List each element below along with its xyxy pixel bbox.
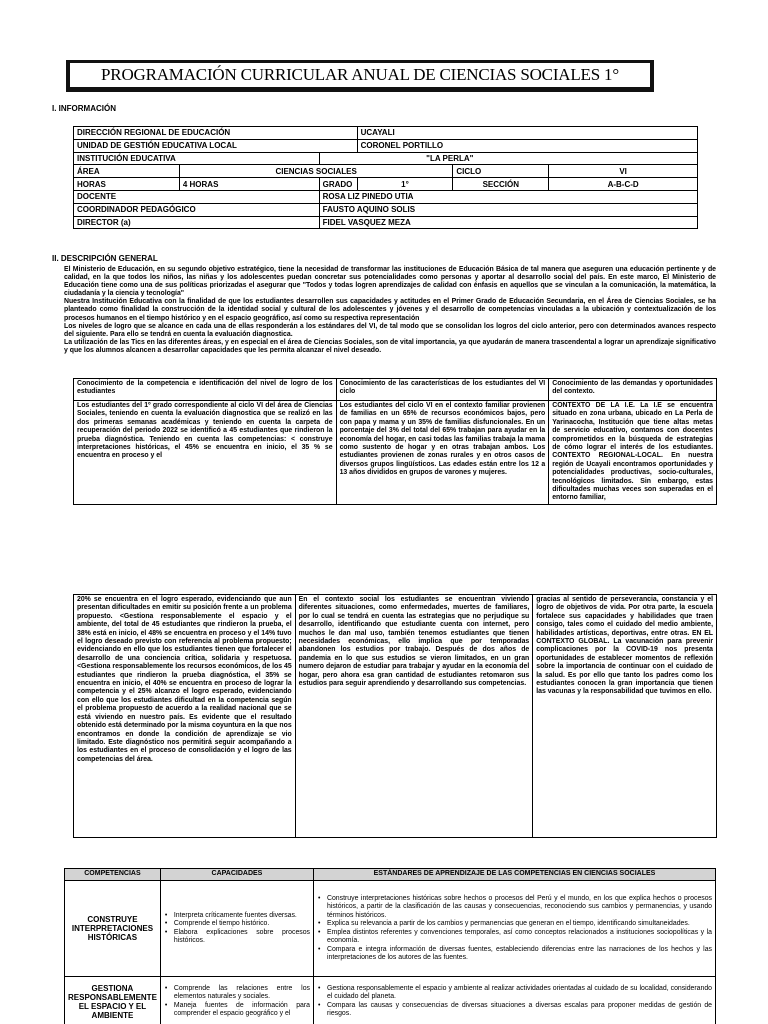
coordinador-label: COORDINADOR PEDAGÓGICO: [74, 203, 320, 216]
section-informacion-heading: I. INFORMACIÓN: [52, 104, 116, 113]
diagnostic-row: [74, 595, 717, 838]
ie-label: INSTITUCIÓN EDUCATIVA: [74, 152, 320, 165]
info-row-director: [74, 216, 698, 229]
diagnostic-cell-competencia: Los estudiantes del 1º grado correspondiente al ciclo VI del área de Ciencias Sociales, teniendo en cuenta la evaluación diagnostica que se realizó en las dos primeras semanas académicas y teniendo en cuenta la carpeta de recuperación del periodo 2022 se identificó a 45 estudiantes que rindieron la prueba diagnóstica. Teniendo en cuenta las competencias: < construye interpretaciones históricas, el 45% se encuentra en inicio, el 35 % se encuentra en proceso y el: [74, 401, 337, 505]
competencia-name: GESTIONA RESPONSABLEMENTE EL ESPACIO Y EL AMBIENTE: [65, 977, 161, 1024]
estandar-item: • Explica su relevancia a partir de los cambios y permanencias que generan en el tiempo, identificando simultaneidades.: [317, 920, 712, 929]
diagnostic-cell-competencia: 20% se encuentra en el logro esperado, evidenciando que aun presentan dificultades en emitir su posición frente a un problema propuesto. <Gestiona responsablemente el espacio y el ambiente, del total de 45 estudiantes que rindieron la prueba, el 38% está en inicio, el 48% se encuentra en proceso y el 14% tuvo el logro deseado previsto con referencia al problema propuesto; evidenciando en ello que los estudiantes tienen que fortalecer el desarrollo de una conciencia crítica, solidaria y respetuosa. <Gestiona responsablemente los recursos económicos, de los 45 estudiantes que rindieron la prueba diagnóstica, el 35% se encuentra en inicio, el 40% se encuentra en proceso de lograr la competencia y el 25% alcanzo el logro esperado, evidenciando con ello que los estudiantes dificultad en la competencia según el problema propuesto de acuerdo a la realidad nacional que se está viviendo en nuestro país. Es evidente que el resultado obtenido está determinado por la misma coyuntura en la que nos encontramos en donde la condición de aprendizaje se vio limitado. Este diagnóstico nos permitirá seguir acompañando a los estudiantes en el proceso de consolidación y el logro de las competencias del área.: [74, 595, 296, 838]
ugel-label: UNIDAD DE GESTIÓN EDUCATIVA LOCAL: [74, 139, 358, 152]
header-competencias: COMPETENCIAS: [65, 869, 161, 881]
competencia-row: [65, 881, 716, 977]
horas-label: HORAS: [74, 178, 180, 191]
capacidad-item: • Elabora explicaciones sobre procesos históricos.: [164, 929, 310, 946]
header-estandares: ESTÁNDARES DE APRENDIZAJE DE LAS COMPETENCIAS EN CIENCIAS SOCIALES: [314, 869, 716, 881]
dre-label: DIRECCIÓN REGIONAL DE EDUCACIÓN: [74, 127, 358, 140]
estandares-cell: [314, 881, 716, 977]
estandar-item: • Emplea distintos referentes y convenciones temporales, así como conceptos relacionados a instituciones sociopolíticas y la economía.: [317, 929, 712, 946]
docente-value: ROSA LIZ PINEDO UTIA: [319, 190, 697, 203]
info-row-ugel: [74, 139, 698, 152]
horas-value: 4 HORAS: [179, 178, 319, 191]
info-row-coordinador: [74, 203, 698, 216]
area-value: CIENCIAS SOCIALES: [179, 165, 453, 178]
description-paragraph: La utilización de las Tics en las diferentes áreas, y en especial en el área de Ciencias Sociales, son de vital importancia, ya que ayudarán de manera trascendental a lograr un aprendizaje significativo y que los alumnos alcancen a desarrollar capacidades que les permita alcanzar el nivel deseado.: [64, 338, 716, 354]
diagnostic-cell-caracteristicas: Los estudiantes del ciclo VI en el contexto familiar provienen de familias en un 65% de recursos económicos bajos, pero con papa y mama y un 35% de familias disfuncionales. En un porcentaje del 3% del total del 65% trabajan para ayudar en la economía del hogar, en casi todas las familias trabaja la mama como sustento de hogar y en otras trabajan ambos. Los estudiantes provienen de zonas rurales y en otros casos de diversos grupos lingüísticos. Las edades están entre los 12 a 13 años divididos en grupos de varones y mujeres.: [336, 401, 549, 505]
coordinador-value: FAUSTO AQUINO SOLIS: [319, 203, 697, 216]
header-demandas: Conocimiento de las demandas y oportunidades del contexto.: [549, 379, 717, 401]
capacidades-cell: [160, 881, 313, 977]
ciclo-value: VI: [549, 165, 698, 178]
diagnostic-table-bottom: [73, 594, 717, 838]
info-row-docente: [74, 190, 698, 203]
capacidad-item: • Maneja fuentes de información para comprender el espacio geográfico y el: [164, 1002, 310, 1019]
diagnostic-table-top: [73, 378, 717, 505]
info-row-horas: [74, 178, 698, 191]
document-title: PROGRAMACIÓN CURRICULAR ANUAL DE CIENCIAS SOCIALES 1°: [70, 63, 650, 87]
info-row-dre: [74, 127, 698, 140]
ciclo-label: CICLO: [453, 165, 549, 178]
section-descripcion-heading: II. DESCRIPCIÓN GENERAL: [52, 254, 158, 263]
competencia-name: CONSTRUYE INTERPRETACIONES HISTÓRICAS: [65, 881, 161, 977]
area-label: ÁREA: [74, 165, 180, 178]
competencia-row: [65, 977, 716, 1024]
ie-value: "LA PERLA": [319, 152, 697, 165]
description-paragraph: El Ministerio de Educación, en su segundo objetivo estratégico, tiene la necesidad de transformar las instituciones de Educación Básica de tal manera que aseguren una educación pertinente y de calidad, en la que todos los niños, las niñas y los adolescentes puedan concretar sus potencialidades como personas y aportar al desarrollo social del país. En este marco, El Ministerio de Educación tiene como una de sus políticas priorizadas el asegurar que "Todos y todas logren aprendizajes de calidad con énfasis en aquellos que se vinculan a la comunicación, la matemática, la ciudadanía y la ciencia y tecnología": [64, 266, 716, 298]
diagnostic-cell-caracteristicas: En el contexto social los estudiantes se encuentran viviendo diferentes situaciones, como enfermedades, muertes de familiares, por lo cual se tendrá en cuenta las estrategias que no perjudique su desarrollo, identificando que estudiante cuenta con internet, pero muchos le dan mal uso, también tenemos estudiantes que tienen necesidades económicas, ello implica que por temporadas abandonen los estudios por trabajo. Después de dos años de pandemia en lo que sus estudios se vieron limitados, en un gran numero dejaron de estudiar para trabajar y ayudar en la economía del hogar, pero ahora esa gran cantidad de estudiantes retomaron sus estudios para seguir aprendiendo y desarrollando sus competencias.: [295, 595, 533, 838]
info-table: [73, 126, 698, 229]
competencias-table: [64, 868, 716, 1024]
seccion-label: SECCIÓN: [453, 178, 549, 191]
description-text: [64, 266, 716, 355]
estandar-item: • Construye interpretaciones históricas sobre hechos o procesos del Perú y el mundo, en los que explica hechos o procesos históricos, a partir de la clasificación de las causas y consecuencias, reconociendo sus cambios y permanencias, y usando términos históricos.: [317, 895, 712, 921]
header-caracteristicas: Conocimiento de las características de los estudiantes del VI ciclo: [336, 379, 549, 401]
diagnostic-cell-contexto: CONTEXTO DE LA I.E. La I.E se encuentra situado en zona urbana, ubicado en La Perla de Yarinacocha, Institución que tiene altas metas de servicio educativo, contamos con docentes comprometidos en la búsqueda de estrategias de cómo lograr el interés de los estudiantes. CONTEXTO REGIONAL-LOCAL. En nuestra región de Ucayali encontramos oportunidades y potencialidades productivas, socio-culturales, tecnológicos limitados. Sin embargo, estas dificultades muchas veces son superadas en el entorno familiar,: [549, 401, 717, 505]
info-row-ie: [74, 152, 698, 165]
grado-label: GRADO: [319, 178, 357, 191]
capacidades-cell: [160, 977, 313, 1024]
estandares-cell: [314, 977, 716, 1024]
ugel-value: CORONEL PORTILLO: [357, 139, 697, 152]
director-value: FIDEL VASQUEZ MEZA: [319, 216, 697, 229]
diagnostic-cell-contexto: gracias al sentido de perseverancia, constancia y el logro de objetivos de vida. Por otra parte, la escuela fortalece sus capacidades y habilidades que traen consigo, tales como el cuidado del medio ambiente, habilidades artísticas, deportivas, entre otras. EN EL CONTEXTO GLOBAL. La vacunación para prevenir complicaciones por la COVID-19 nos presenta oportunidades de establecer momentos de reflexión sobre la importancia de continuar con el cuidado de la salud. Es por ello que tanto los padres como los estudiantes conocen la gran importancia que tienen las vacunas y la responsabilidad que tuvimos en ello.: [533, 595, 717, 838]
diagnostic-header-row: [74, 379, 717, 401]
header-capacidades: CAPACIDADES: [160, 869, 313, 881]
description-paragraph: Los niveles de logro que se alcance en cada una de ellas responderán a los estándares del VI, de tal modo que se consolidan los logros del ciclo anterior, pero con determinados avances respecto del siguiente. Para ello se tendrá en cuenta la evaluación diagnostica.: [64, 322, 716, 338]
title-banner: [66, 60, 654, 92]
estandar-item: • Compara e integra información de diversas fuentes, estableciendo diferencias entre las narraciones de los hechos y las interpretaciones de los autores de las fuentes.: [317, 946, 712, 963]
grado-value: 1°: [357, 178, 453, 191]
seccion-value: A-B-C-D: [549, 178, 698, 191]
capacidad-item: • Comprende el tiempo histórico.: [164, 920, 310, 929]
info-row-area: [74, 165, 698, 178]
docente-label: DOCENTE: [74, 190, 320, 203]
competencias-header-row: [65, 869, 716, 881]
director-label: DIRECTOR (a): [74, 216, 320, 229]
capacidad-item: • Interpreta críticamente fuentes diversas.: [164, 912, 310, 921]
description-paragraph: Nuestra Institución Educativa con la finalidad de que los estudiantes desarrollen sus capacidades y actitudes en el Primer Grado de Educación Secundaria, en el Área de Ciencias Sociales, se ha planteado como finalidad la construcción de la identidad social y cultural de los adolescentes y jóvenes y el desarrollo de competencias vinculadas a la ubicación y contextualización de los procesos humanos en el tiempo histórico y en el espacio geográfico, así como su respectiva representación: [64, 298, 716, 322]
estandar-item: • Gestiona responsablemente el espacio y ambiente al realizar actividades orientadas al cuidado de su localidad, considerando el cuidado del planeta.: [317, 985, 712, 1002]
capacidad-item: • Comprende las relaciones entre los elementos naturales y sociales.: [164, 985, 310, 1002]
dre-value: UCAYALI: [357, 127, 697, 140]
diagnostic-row: [74, 401, 717, 505]
estandar-item: • Compara las causas y consecuencias de diversas situaciones a diversas escalas para proponer medidas de gestión de riesgos.: [317, 1002, 712, 1019]
header-competencia: Conocimiento de la competencia e identificación del nivel de logro de los estudiantes: [74, 379, 337, 401]
